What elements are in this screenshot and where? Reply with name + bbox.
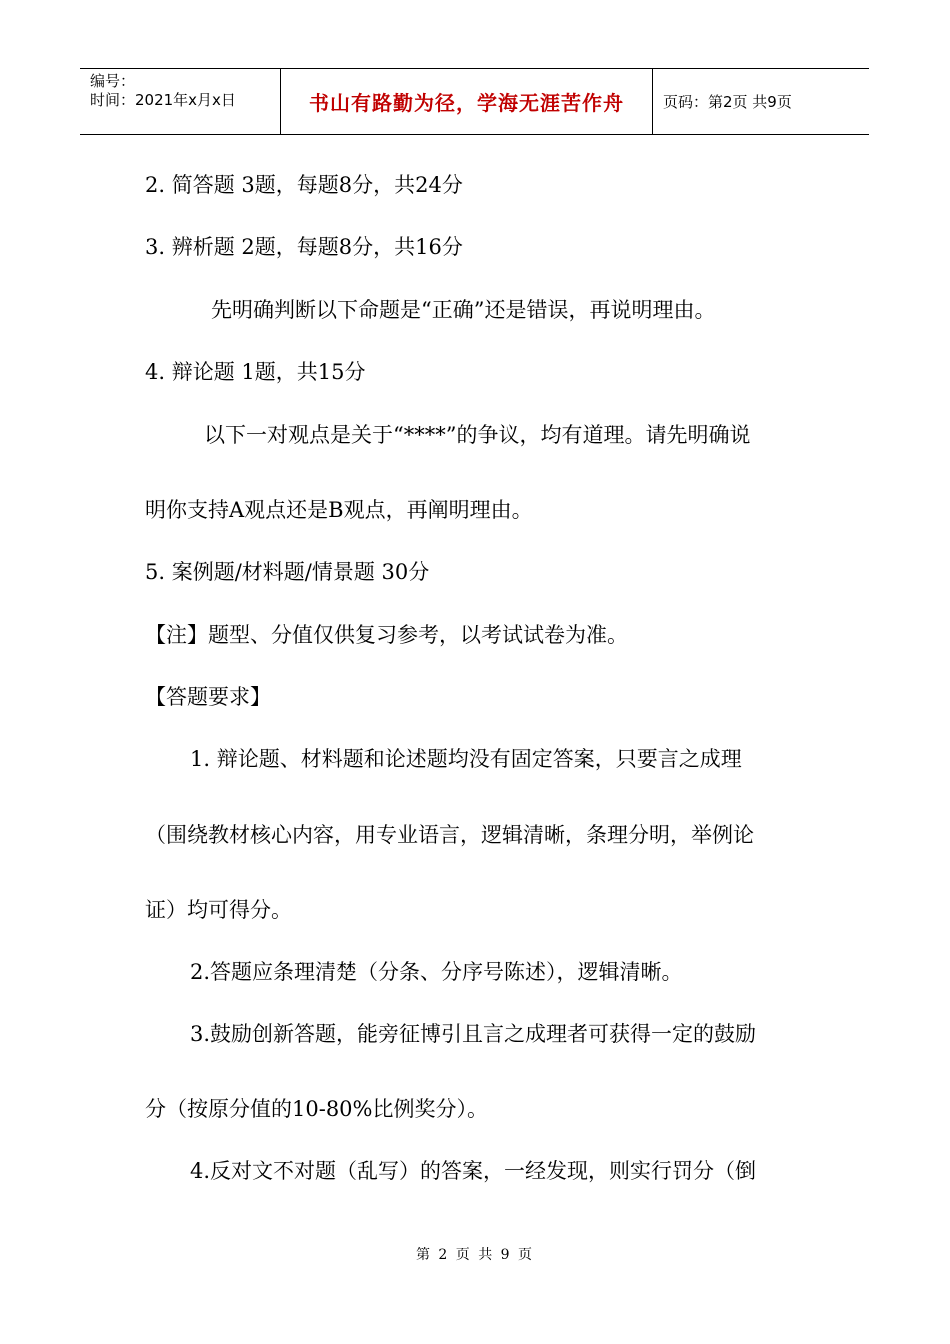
page-header <box>80 68 869 135</box>
text-line: 【答题要求】 <box>145 685 271 709</box>
text-line: 3. 辨析题 2题，每题8分，共16分 <box>145 235 463 259</box>
text-line: 3.鼓励创新答题，能旁征博引且言之成理者可获得一定的鼓励 <box>190 1022 757 1046</box>
text-line: 2. 简答题 3题，每题8分，共24分 <box>145 173 463 197</box>
text-line: 明你支持A观点还是B观点，再阐明理由。 <box>145 498 533 522</box>
text-line: （围绕教材核心内容，用专业语言，逻辑清晰，条理分明，举例论 <box>145 823 754 847</box>
text-line: 先明确判断以下命题是“正确”还是错误，再说明理由。 <box>211 298 716 322</box>
header-meta <box>80 69 281 134</box>
text-line: 1. 辩论题、材料题和论述题均没有固定答案，只要言之成理 <box>190 747 742 771</box>
text-line: 证）均可得分。 <box>145 898 292 922</box>
text-line: 5. 案例题/材料题/情景题 30分 <box>145 560 430 584</box>
text-line: 【注】题型、分值仅供复习参考，以考试试卷为准。 <box>145 623 628 647</box>
text-line: 4.反对文不对题（乱写）的答案，一经发现，则实行罚分（倒 <box>190 1159 757 1183</box>
page-footer: 第 2 页 共 9 页 <box>415 1247 535 1263</box>
header-motto: 书山有路勤为径，学海无涯苦作舟 <box>281 69 653 134</box>
text-line: 以下一对观点是关于“****”的争议，均有道理。请先明确说 <box>204 423 751 447</box>
text-line: 分（按原分值的10-80%比例奖分）。 <box>145 1097 488 1121</box>
number-label: 编号： <box>90 72 136 90</box>
header-page-info: 页码：第2页 共9页 <box>663 93 792 111</box>
date-line: 时间：2021年x月x日 <box>90 91 236 109</box>
text-line: 2.答题应条理清楚（分条、分序号陈述），逻辑清晰。 <box>190 960 683 984</box>
text-line: 4. 辩论题 1题，共15分 <box>145 360 366 384</box>
